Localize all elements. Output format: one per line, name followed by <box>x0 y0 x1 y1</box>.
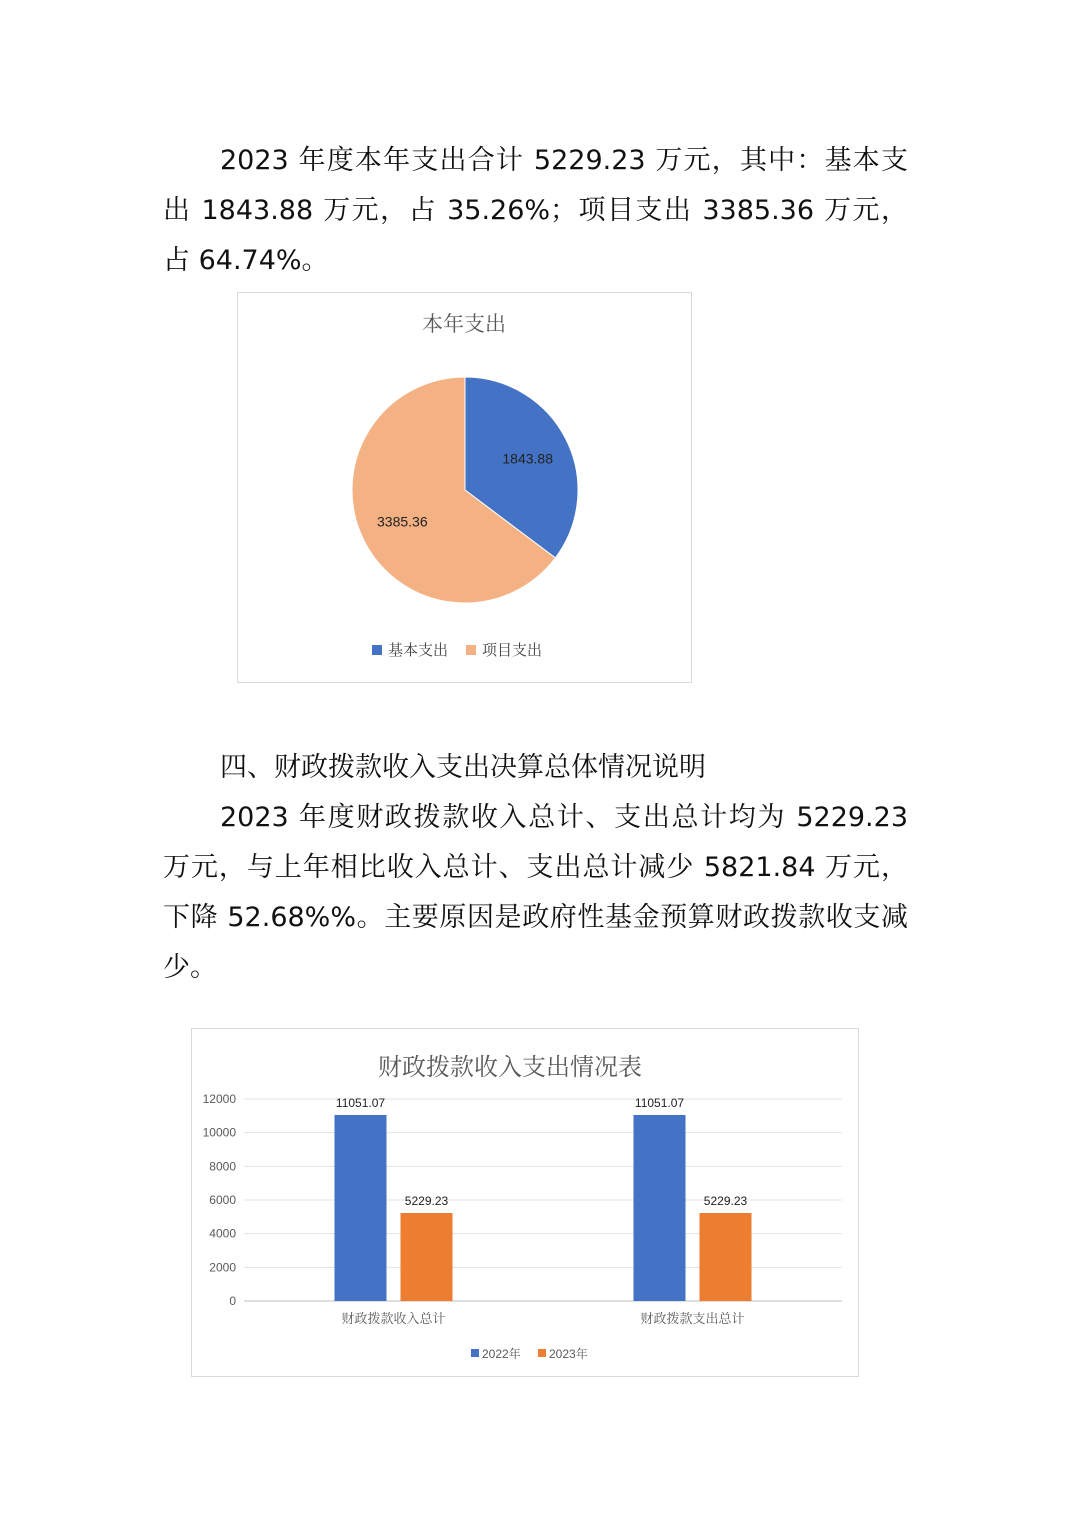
legend-swatch-1 <box>372 645 382 655</box>
bar-legend-swatch-1 <box>471 1349 479 1357</box>
y-tick-label-2: 2000 <box>209 1260 236 1275</box>
pie-data-label-2: 3385.36 <box>377 513 428 530</box>
section-heading: 四、财政拨款收入支出决算总体情况说明 <box>220 752 706 783</box>
bar-data-label-1-1: 11051.07 <box>335 1095 386 1110</box>
bar-chart <box>192 1029 858 1376</box>
y-tick-label-6: 10000 <box>202 1125 236 1140</box>
bar-2-2 <box>700 1213 752 1301</box>
legend-swatch-2 <box>466 645 476 655</box>
y-tick-label-5: 8000 <box>209 1159 236 1174</box>
bar-legend-label-2: 2023年 <box>549 1347 588 1361</box>
y-tick-label-4: 6000 <box>209 1193 236 1207</box>
y-tick-label-7: 12000 <box>202 1092 236 1106</box>
pie-chart <box>238 293 691 682</box>
pie-chart-title: 本年支出 <box>422 313 506 336</box>
bar-data-label-1-2: 5229.23 <box>404 1193 449 1208</box>
bar-2-1 <box>634 1115 686 1301</box>
bar-1-1 <box>335 1115 387 1301</box>
x-category-label-2: 财政拨款支出总计 <box>640 1311 745 1326</box>
y-tick-label-1: 0 <box>229 1294 236 1308</box>
legend-label-1: 基本支出 <box>388 642 449 659</box>
bar-chart-title: 财政拨款收入支出情况表 <box>378 1054 642 1081</box>
paragraph-appropriation-text: 2023 年度财政拨款收入总计、支出总计均为 5229.23 万元，与上年相比收入总计、支出总计减少 5821.84 万元，下降 52.68%%。主要原因是政府性基金预算财政拨款收支减少。 <box>163 802 908 983</box>
legend-label-2: 项目支出 <box>482 642 543 659</box>
bar-data-label-2-2: 5229.23 <box>703 1193 748 1208</box>
bar-legend-label-1: 2022年 <box>482 1347 521 1361</box>
paragraph-appropriation-summary <box>163 793 908 993</box>
bar-1-2 <box>401 1213 453 1301</box>
paragraph-expenditure-summary <box>163 136 908 286</box>
bar-chart-container <box>191 1028 859 1377</box>
y-tick-label-3: 4000 <box>209 1226 236 1241</box>
paragraph-expenditure-text: 2023 年度本年支出合计 5229.23 万元，其中：基本支出 1843.88 万元，占 35.26%；项目支出 3385.36 万元，占 64.74%。 <box>163 145 908 276</box>
x-category-label-1: 财政拨款收入总计 <box>341 1311 446 1326</box>
pie-data-label-1: 1843.88 <box>502 450 553 467</box>
bar-data-label-2-1: 11051.07 <box>634 1095 685 1110</box>
pie-chart-container <box>237 292 692 683</box>
bar-legend-swatch-2 <box>538 1349 546 1357</box>
